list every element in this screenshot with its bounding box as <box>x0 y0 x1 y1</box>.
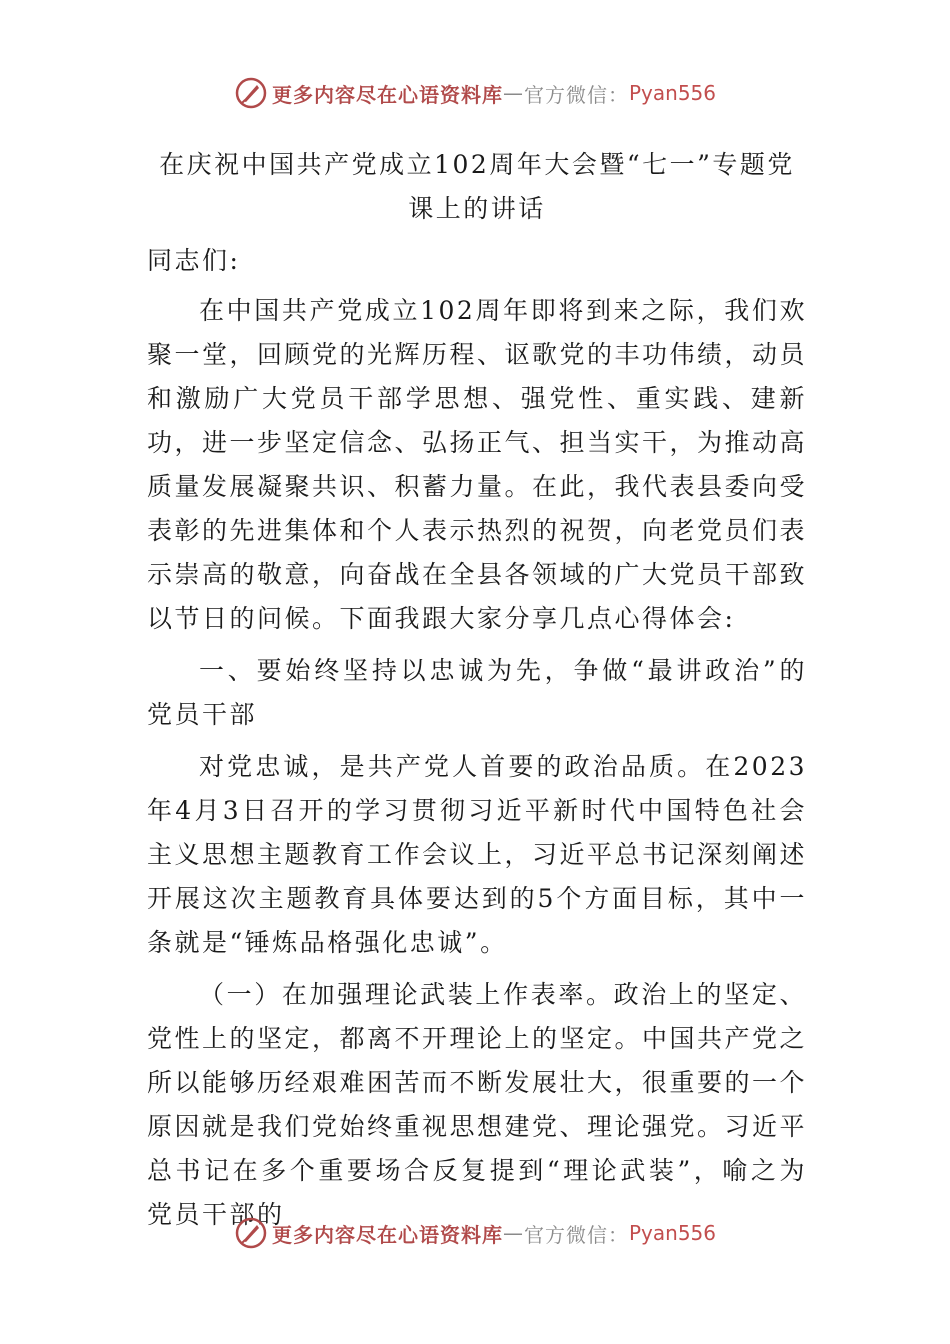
document-body <box>147 143 807 1245</box>
quill-logo-icon <box>234 76 268 110</box>
banner-site-name: 更多内容尽在心语资料库 <box>271 82 503 107</box>
banner-dash: — <box>502 1221 524 1245</box>
paragraph-loyalty: 对党忠诚，是共产党人首要的政治品质。在2023年4月3日召开的学习贯彻习近平新时代中国特色社会主义思想主题教育工作会议上，习近平总书记深刻阐述开展这次主题教育具体要达到的5个方面目标，其中一条就是“锤炼品格强化忠诚”。 <box>147 752 808 957</box>
banner-official-label: 官方微信： <box>523 1222 629 1247</box>
banner-dash: — <box>502 81 524 105</box>
section-heading-1: 一、要始终坚持以忠诚为先，争做“最讲政治”的党员干部 <box>147 656 807 729</box>
document-title: 在庆祝中国共产党成立102周年大会暨“七一”专题党课上的讲话 <box>159 150 795 223</box>
header-watermark-banner <box>0 73 950 113</box>
banner-wechat-id: Pyan556 <box>628 81 716 105</box>
paragraph-theory: （一）在加强理论武装上作表率。政治上的坚定、党性上的坚定，都离不开理论上的坚定。中国共产党之所以能够历经艰难困苦而不断发展壮大，很重要的一个原因就是我们党始终重视思想建党、理论强党。习近平总书记在多个重要场合反复提到“理论武装”，喻之为党员干部的 <box>147 980 808 1229</box>
banner-wechat-id: Pyan556 <box>628 1221 716 1245</box>
greeting: 同志们: <box>147 246 241 275</box>
banner-official-label: 官方微信： <box>523 82 629 107</box>
quill-logo-icon <box>234 1216 268 1250</box>
footer-watermark-banner <box>0 1213 950 1253</box>
paragraph-intro: 在中国共产党成立102周年即将到来之际，我们欢聚一堂，回顾党的光辉历程、讴歌党的丰功伟绩，动员和激励广大党员干部学思想、强党性、重实践、建新功，进一步坚定信念、弘扬正气、担当实干，为推动高质量发展凝聚共识、积蓄力量。在此，我代表县委向受表彰的先进集体和个人表示热烈的祝贺，向老党员们表示崇高的敬意，向奋战在全县各领域的广大党员干部致以节日的问候。下面我跟大家分享几点心得体会: <box>147 296 808 633</box>
banner-site-name: 更多内容尽在心语资料库 <box>271 1222 503 1247</box>
